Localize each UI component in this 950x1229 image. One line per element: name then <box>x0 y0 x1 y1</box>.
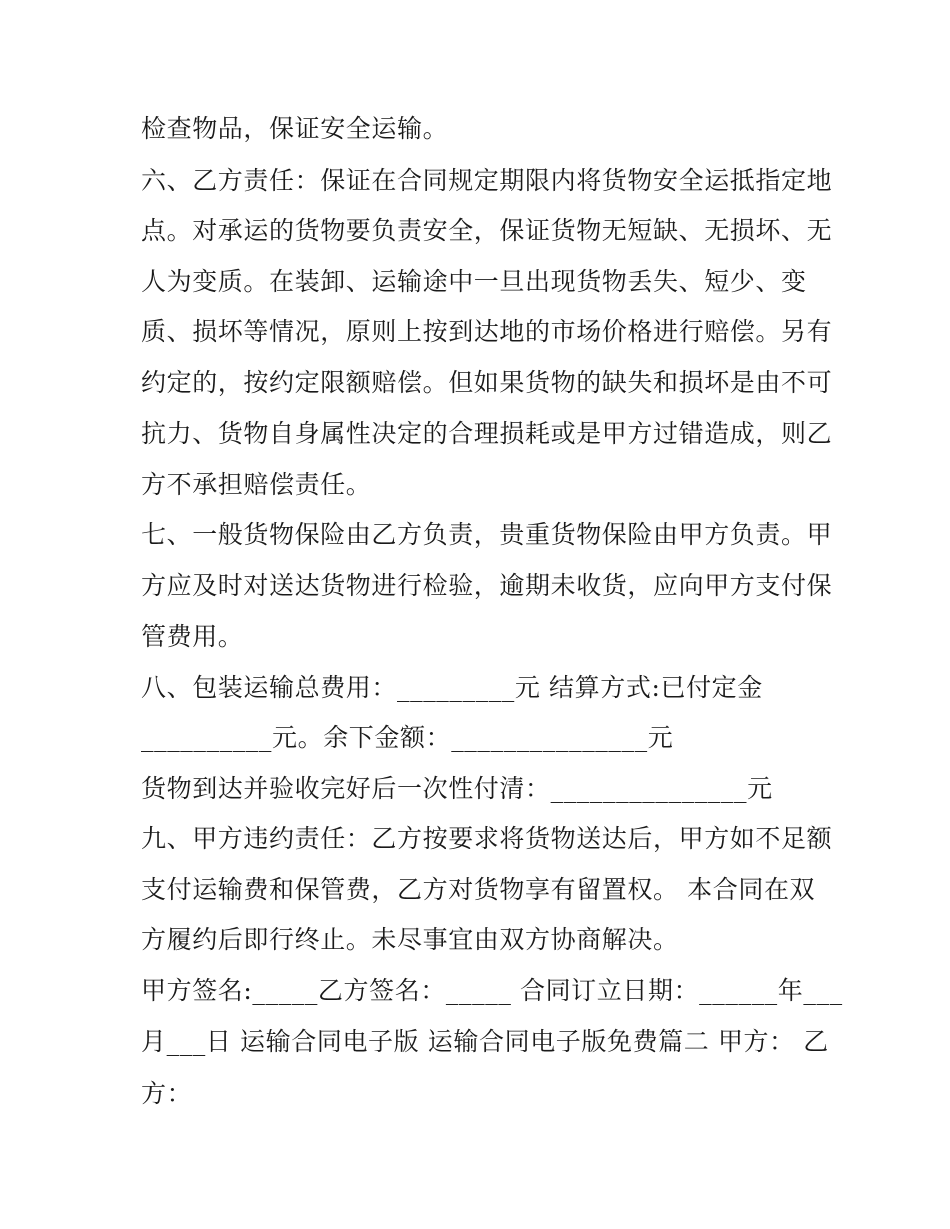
text-line: 抗力、货物自身属性决定的合理损耗或是甲方过错造成，则乙 <box>141 419 833 448</box>
text-line: 七、一般货物保险由乙方负责，贵重货物保险由甲方负责。甲 <box>141 520 833 549</box>
text-line: 货物到达并验收完好后一次性付清：_______________元 <box>141 774 773 803</box>
text-line: __________元。余下金额：_______________元 <box>141 723 674 752</box>
text-line: 约定的，按约定限额赔偿。但如果货物的缺失和损坏是由不可 <box>141 368 833 397</box>
text-line: 六、乙方责任：保证在合同规定期限内将货物安全运抵指定地 <box>141 166 833 195</box>
text-line: 方履约后即行终止。未尽事宜由双方协商解决。 <box>141 925 679 954</box>
text-line: 八、包装运输总费用：_________元 结算方式:已付定金 <box>141 673 763 702</box>
text-line: 人为变质。在装卸、运输途中一旦出现货物丢失、短少、变 <box>141 267 807 296</box>
text-line: 甲方签名:_____乙方签名：_____ 合同订立日期：______年___ <box>141 976 843 1005</box>
text-line: 九、甲方违约责任：乙方按要求将货物送达后，甲方如不足额 <box>141 824 833 853</box>
text-line: 支付运输费和保管费，乙方对货物享有留置权。 本合同在双 <box>141 875 816 904</box>
text-line: 月___日 运输合同电子版 运输合同电子版免费篇二 甲方： 乙 <box>141 1027 829 1056</box>
text-line: 点。对承运的货物要负责安全，保证货物无短缺、无损坏、无 <box>141 216 833 245</box>
text-line: 管费用。 <box>141 622 244 651</box>
text-line: 方不承担赔偿责任。 <box>141 470 372 499</box>
text-line: 方： <box>141 1079 193 1108</box>
text-line: 质、损坏等情况，原则上按到达地的市场价格进行赔偿。另有 <box>141 317 833 346</box>
text-line: 检查物品，保证安全运输。 <box>141 114 449 143</box>
text-line: 方应及时对送达货物进行检验，逾期未收货，应向甲方支付保 <box>141 571 833 600</box>
